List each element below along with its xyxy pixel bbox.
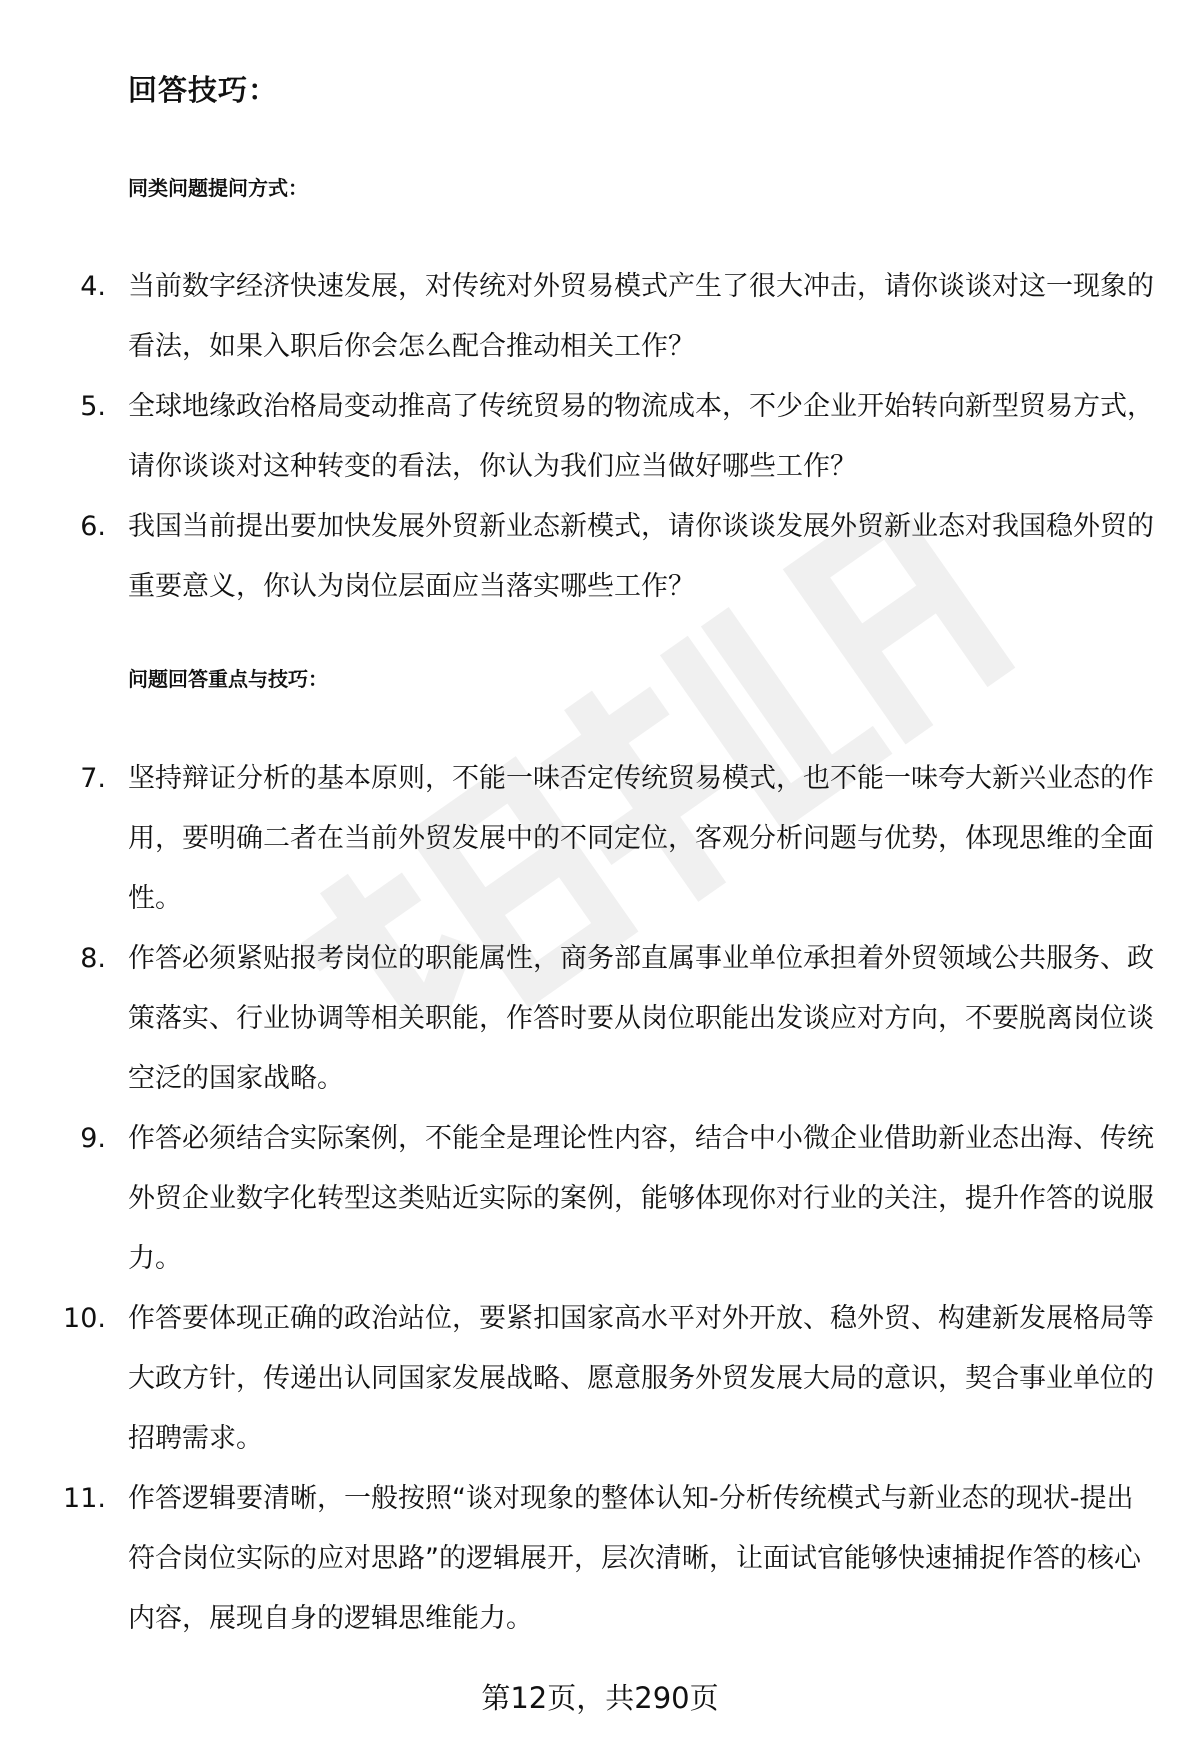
list-item-text: 作答必须结合实际案例，不能全是理论性内容，结合中小微企业借助新业态出海、传统外贸企业数字化转型这类贴近实际的案例，能够体现你对行业的关注，提升作答的说服力。 [128, 1123, 1154, 1274]
list-item [0, 1109, 1200, 1289]
list-item [0, 1469, 1200, 1649]
list-item-number: 4. [80, 271, 106, 302]
list-item [0, 1289, 1200, 1469]
section-heading: 回答技巧： [128, 73, 279, 107]
list-item-text: 作答逻辑要清晰，一般按照“谈对现象的整体认知-分析传统模式与新业态的现状-提出符合岗位实际的应对思路”的逻辑展开，层次清晰，让面试官能够快速捕捉作答的核心内容，展现自身的逻辑思维能力。 [128, 1483, 1141, 1634]
list-item-number: 7. [80, 763, 106, 794]
list-item [0, 749, 1200, 929]
list-item [0, 257, 1200, 377]
list-item-text: 作答要体现正确的政治站位，要紧扣国家高水平对外开放、稳外贸、构建新发展格局等大政方针，传递出认同国家发展战略、愿意服务外贸发展大局的意识，契合事业单位的招聘需求。 [128, 1303, 1154, 1454]
list-item-number: 11. [63, 1483, 106, 1514]
list-item-number: 9. [80, 1123, 106, 1154]
list-item-number: 6. [80, 511, 106, 542]
page-number-footer: 第12页，共290页 [481, 1681, 719, 1715]
list-item [0, 377, 1200, 497]
list-item-text: 坚持辩证分析的基本原则，不能一味否定传统贸易模式，也不能一味夸大新兴业态的作用，要明确二者在当前外贸发展中的不同定位，客观分析问题与优势，体现思维的全面性。 [128, 763, 1154, 914]
list-item-number: 5. [80, 391, 106, 422]
list-item-number: 10. [63, 1303, 106, 1334]
list-item [0, 929, 1200, 1109]
list-item-number: 8. [80, 943, 106, 974]
list-item-text: 全球地缘政治格局变动推高了传统贸易的物流成本，不少企业开始转向新型贸易方式，请你谈谈对这种转变的看法，你认为我们应当做好哪些工作？ [128, 391, 1154, 482]
answer-tips-title: 问题回答重点与技巧： [128, 667, 328, 691]
list-item [0, 497, 1200, 617]
list-item-text: 我国当前提出要加快发展外贸新业态新模式，请你谈谈发展外贸新业态对我国稳外贸的重要意义，你认为岗位层面应当落实哪些工作？ [128, 511, 1154, 602]
list-item-text: 当前数字经济快速发展，对传统对外贸易模式产生了很大冲击，请你谈谈对这一现象的看法，如果入职后你会怎么配合推动相关工作？ [128, 271, 1154, 362]
similar-questions-title: 同类问题提问方式： [128, 176, 308, 200]
answer-tips-list [0, 749, 1200, 1649]
list-item-text: 作答必须紧贴报考岗位的职能属性，商务部直属事业单位承担着外贸领域公共服务、政策落实、行业协调等相关职能，作答时要从岗位职能出发谈应对方向，不要脱离岗位谈空泛的国家战略。 [128, 943, 1154, 1094]
similar-questions-list [0, 257, 1200, 617]
